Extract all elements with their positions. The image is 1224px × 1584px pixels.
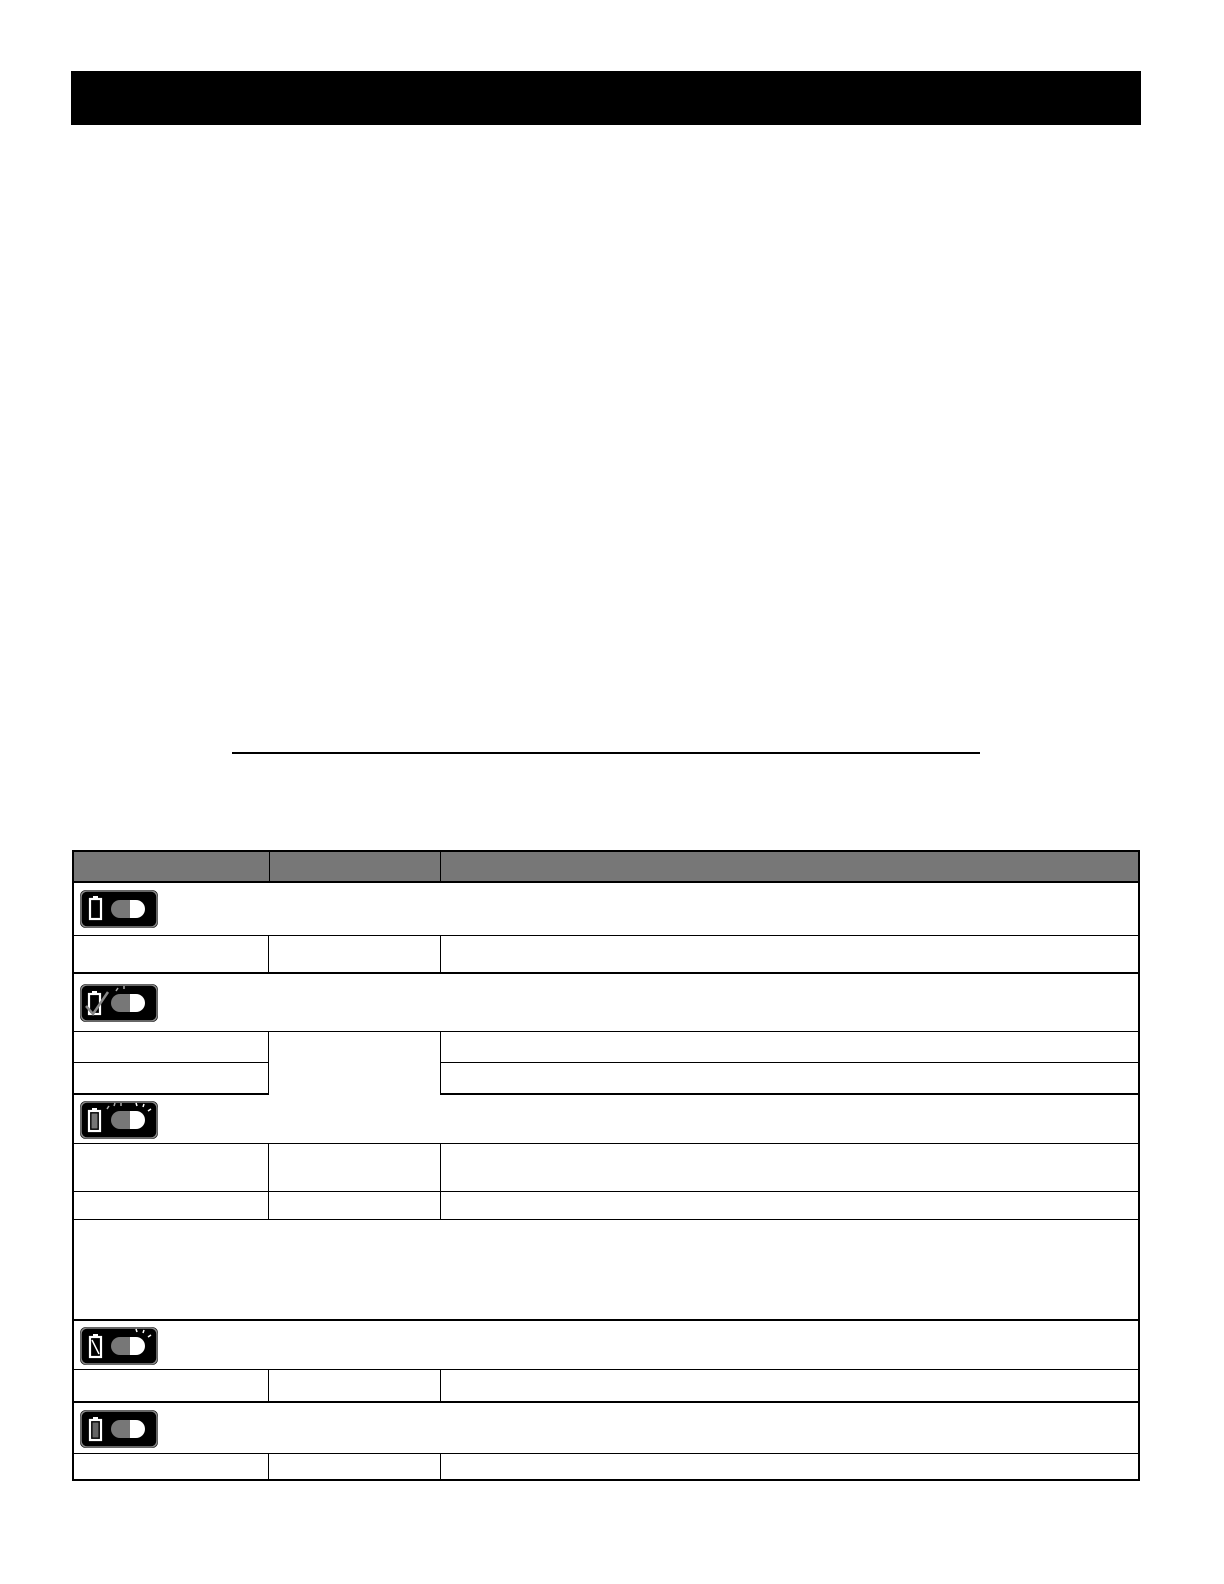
table-cell: [441, 936, 1138, 972]
table-header-row: [74, 852, 1138, 883]
table-cell: [441, 1454, 1138, 1479]
table-cell: [74, 936, 268, 972]
battery-full-led-off-icon: [80, 1410, 158, 1448]
table-row: [74, 1370, 1138, 1403]
note-row: [74, 1220, 1138, 1321]
table-cell: [74, 1454, 268, 1479]
battery-check-led-blink-icon: [80, 984, 158, 1022]
battery-low-led-blink-icon: [80, 1327, 158, 1365]
table-cell: [441, 1144, 1138, 1191]
table-row: [74, 936, 1138, 974]
indicator-row: [74, 1323, 1138, 1369]
column-header-1: [74, 852, 268, 881]
table-cell: [269, 1192, 440, 1219]
indicator-row: [74, 976, 1138, 1031]
table-row: [74, 1063, 1138, 1095]
indicator-row: [74, 883, 1138, 935]
table-cell: [269, 936, 440, 972]
table-cell: [74, 1144, 268, 1191]
table-cell: [269, 1144, 440, 1191]
column-header-3: [440, 852, 1138, 881]
table-cell: [74, 1063, 268, 1093]
table-row: [74, 1454, 1138, 1479]
column-divider: [440, 1032, 441, 1095]
table-cell: [441, 1032, 1138, 1062]
battery-charging-led-blink-icon: [80, 1101, 158, 1139]
table-row: [74, 1144, 1138, 1192]
table-cell: [441, 1063, 1138, 1093]
table-cell: [441, 1370, 1138, 1401]
indicator-row: [74, 1405, 1138, 1453]
table-row: [74, 1192, 1138, 1220]
battery-empty-led-off-icon: [80, 890, 158, 928]
section-divider: [232, 752, 980, 754]
indicator-row: [74, 1097, 1138, 1143]
table-cell-merged: [269, 1032, 440, 1095]
table-row: [74, 1032, 1138, 1063]
status-table: [72, 850, 1140, 1481]
table-cell: [269, 1454, 440, 1479]
table-cell: [441, 1192, 1138, 1219]
table-cell: [74, 1370, 268, 1401]
header-bar: [71, 71, 1141, 125]
table-cell: [74, 1192, 268, 1219]
table-cell: [74, 1032, 268, 1062]
table-cell: [269, 1370, 440, 1401]
column-divider: [268, 1032, 269, 1095]
column-header-2: [269, 852, 441, 881]
